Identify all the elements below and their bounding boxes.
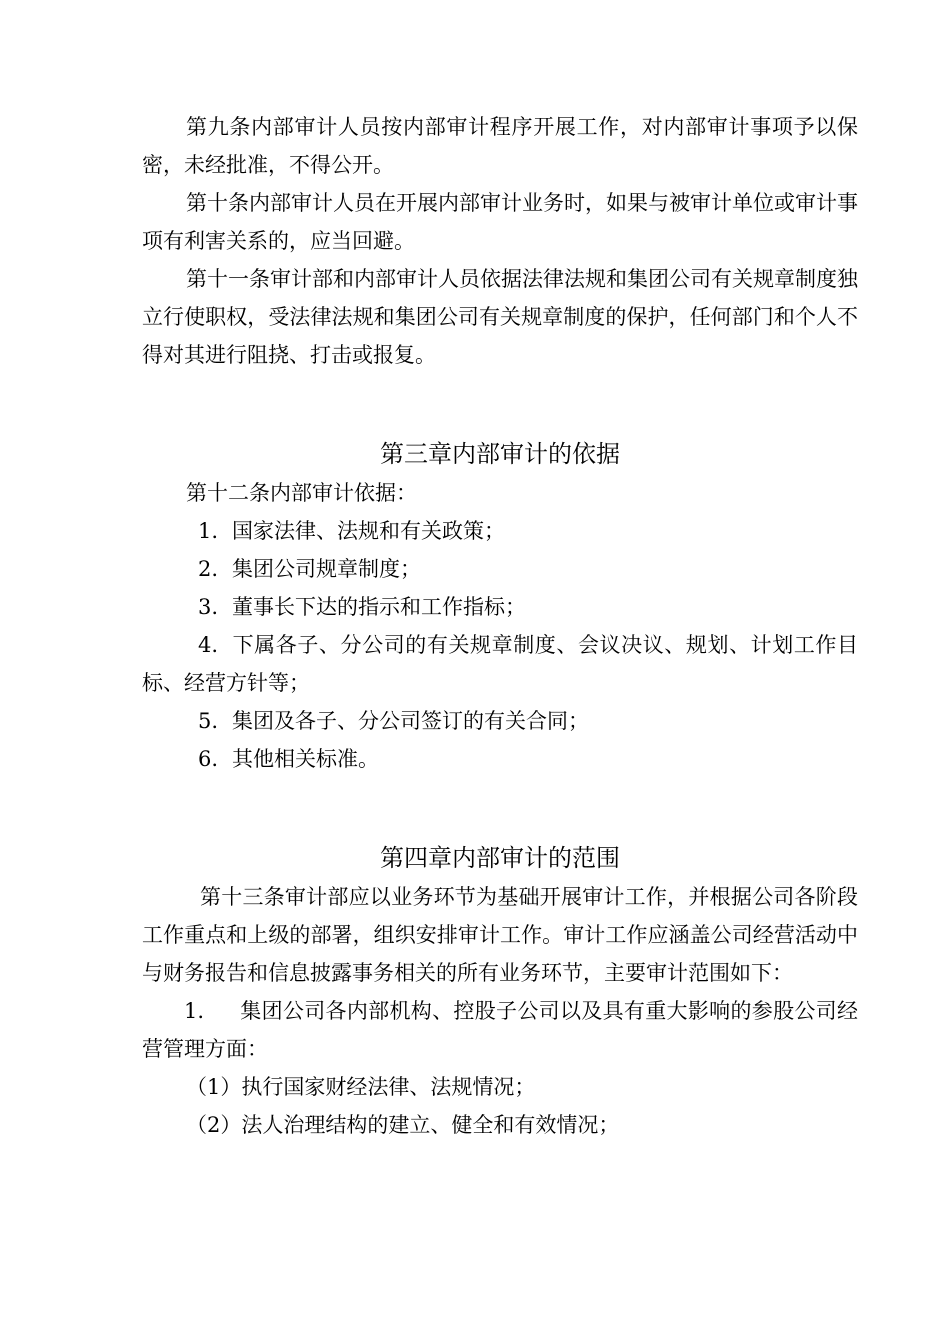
basis-num: 2. — [198, 557, 219, 581]
basis-item-6 — [142, 740, 858, 778]
basis-text: 集团公司规章制度； — [232, 557, 421, 581]
basis-text: 董事长下达的指示和工作指标； — [232, 595, 526, 619]
article-13: 第十三条审计部应以业务环节为基础开展审计工作，并根据公司各阶段工作重点和上级的部署，组织安排审计工作。审计工作应涵盖公司经营活动中与财务报告和信息披露事务相关的所有业务环节，主要审计范围如下： — [142, 885, 858, 985]
chapter-4-title: 第四章内部审计的范围 — [380, 844, 620, 872]
sub-item-2: （2）法人治理结构的建立、健全和有效情况； — [186, 1113, 620, 1137]
article-12: 第十二条内部审计依据： — [186, 481, 417, 505]
basis-text: 其他相关标准。 — [232, 747, 379, 771]
chapter-3-title: 第三章内部审计的依据 — [380, 440, 620, 468]
basis-num: 4. — [198, 633, 219, 657]
basis-num: 5. — [198, 709, 219, 733]
basis-item-4 — [142, 626, 858, 702]
sub-item-1: （1）执行国家财经法律、法规情况； — [186, 1075, 536, 1099]
basis-item-2 — [142, 550, 858, 588]
scope-num: 1. — [184, 999, 205, 1023]
basis-item-1 — [142, 512, 858, 550]
basis-text: 集团及各子、分公司签订的有关合同； — [232, 709, 589, 733]
basis-text: 国家法律、法规和有关政策； — [232, 519, 505, 543]
article-10: 第十条内部审计人员在开展内部审计业务时，如果与被审计单位或审计事项有利害关系的，应当回避。 — [142, 191, 858, 253]
basis-text: 下属各子、分公司的有关规章制度、会议决议、规划、计划工作目标、经营方针等； — [142, 633, 858, 695]
basis-item-3 — [142, 588, 858, 626]
scope-text: 集团公司各内部机构、控股子公司以及具有重大影响的参股公司经营管理方面： — [142, 999, 858, 1061]
basis-item-5 — [142, 702, 858, 740]
basis-num: 6. — [198, 747, 219, 771]
basis-num: 3. — [198, 595, 219, 619]
article-11: 第十一条审计部和内部审计人员依据法律法规和集团公司有关规章制度独立行使职权，受法律法规和集团公司有关规章制度的保护，任何部门和个人不得对其进行阻挠、打击或报复。 — [142, 267, 858, 367]
scope-item-1 — [142, 992, 858, 1068]
document-page — [142, 108, 858, 1144]
article-9: 第九条内部审计人员按内部审计程序开展工作，对内部审计事项予以保密，未经批准，不得公开。 — [142, 115, 858, 177]
basis-num: 1. — [198, 519, 219, 543]
